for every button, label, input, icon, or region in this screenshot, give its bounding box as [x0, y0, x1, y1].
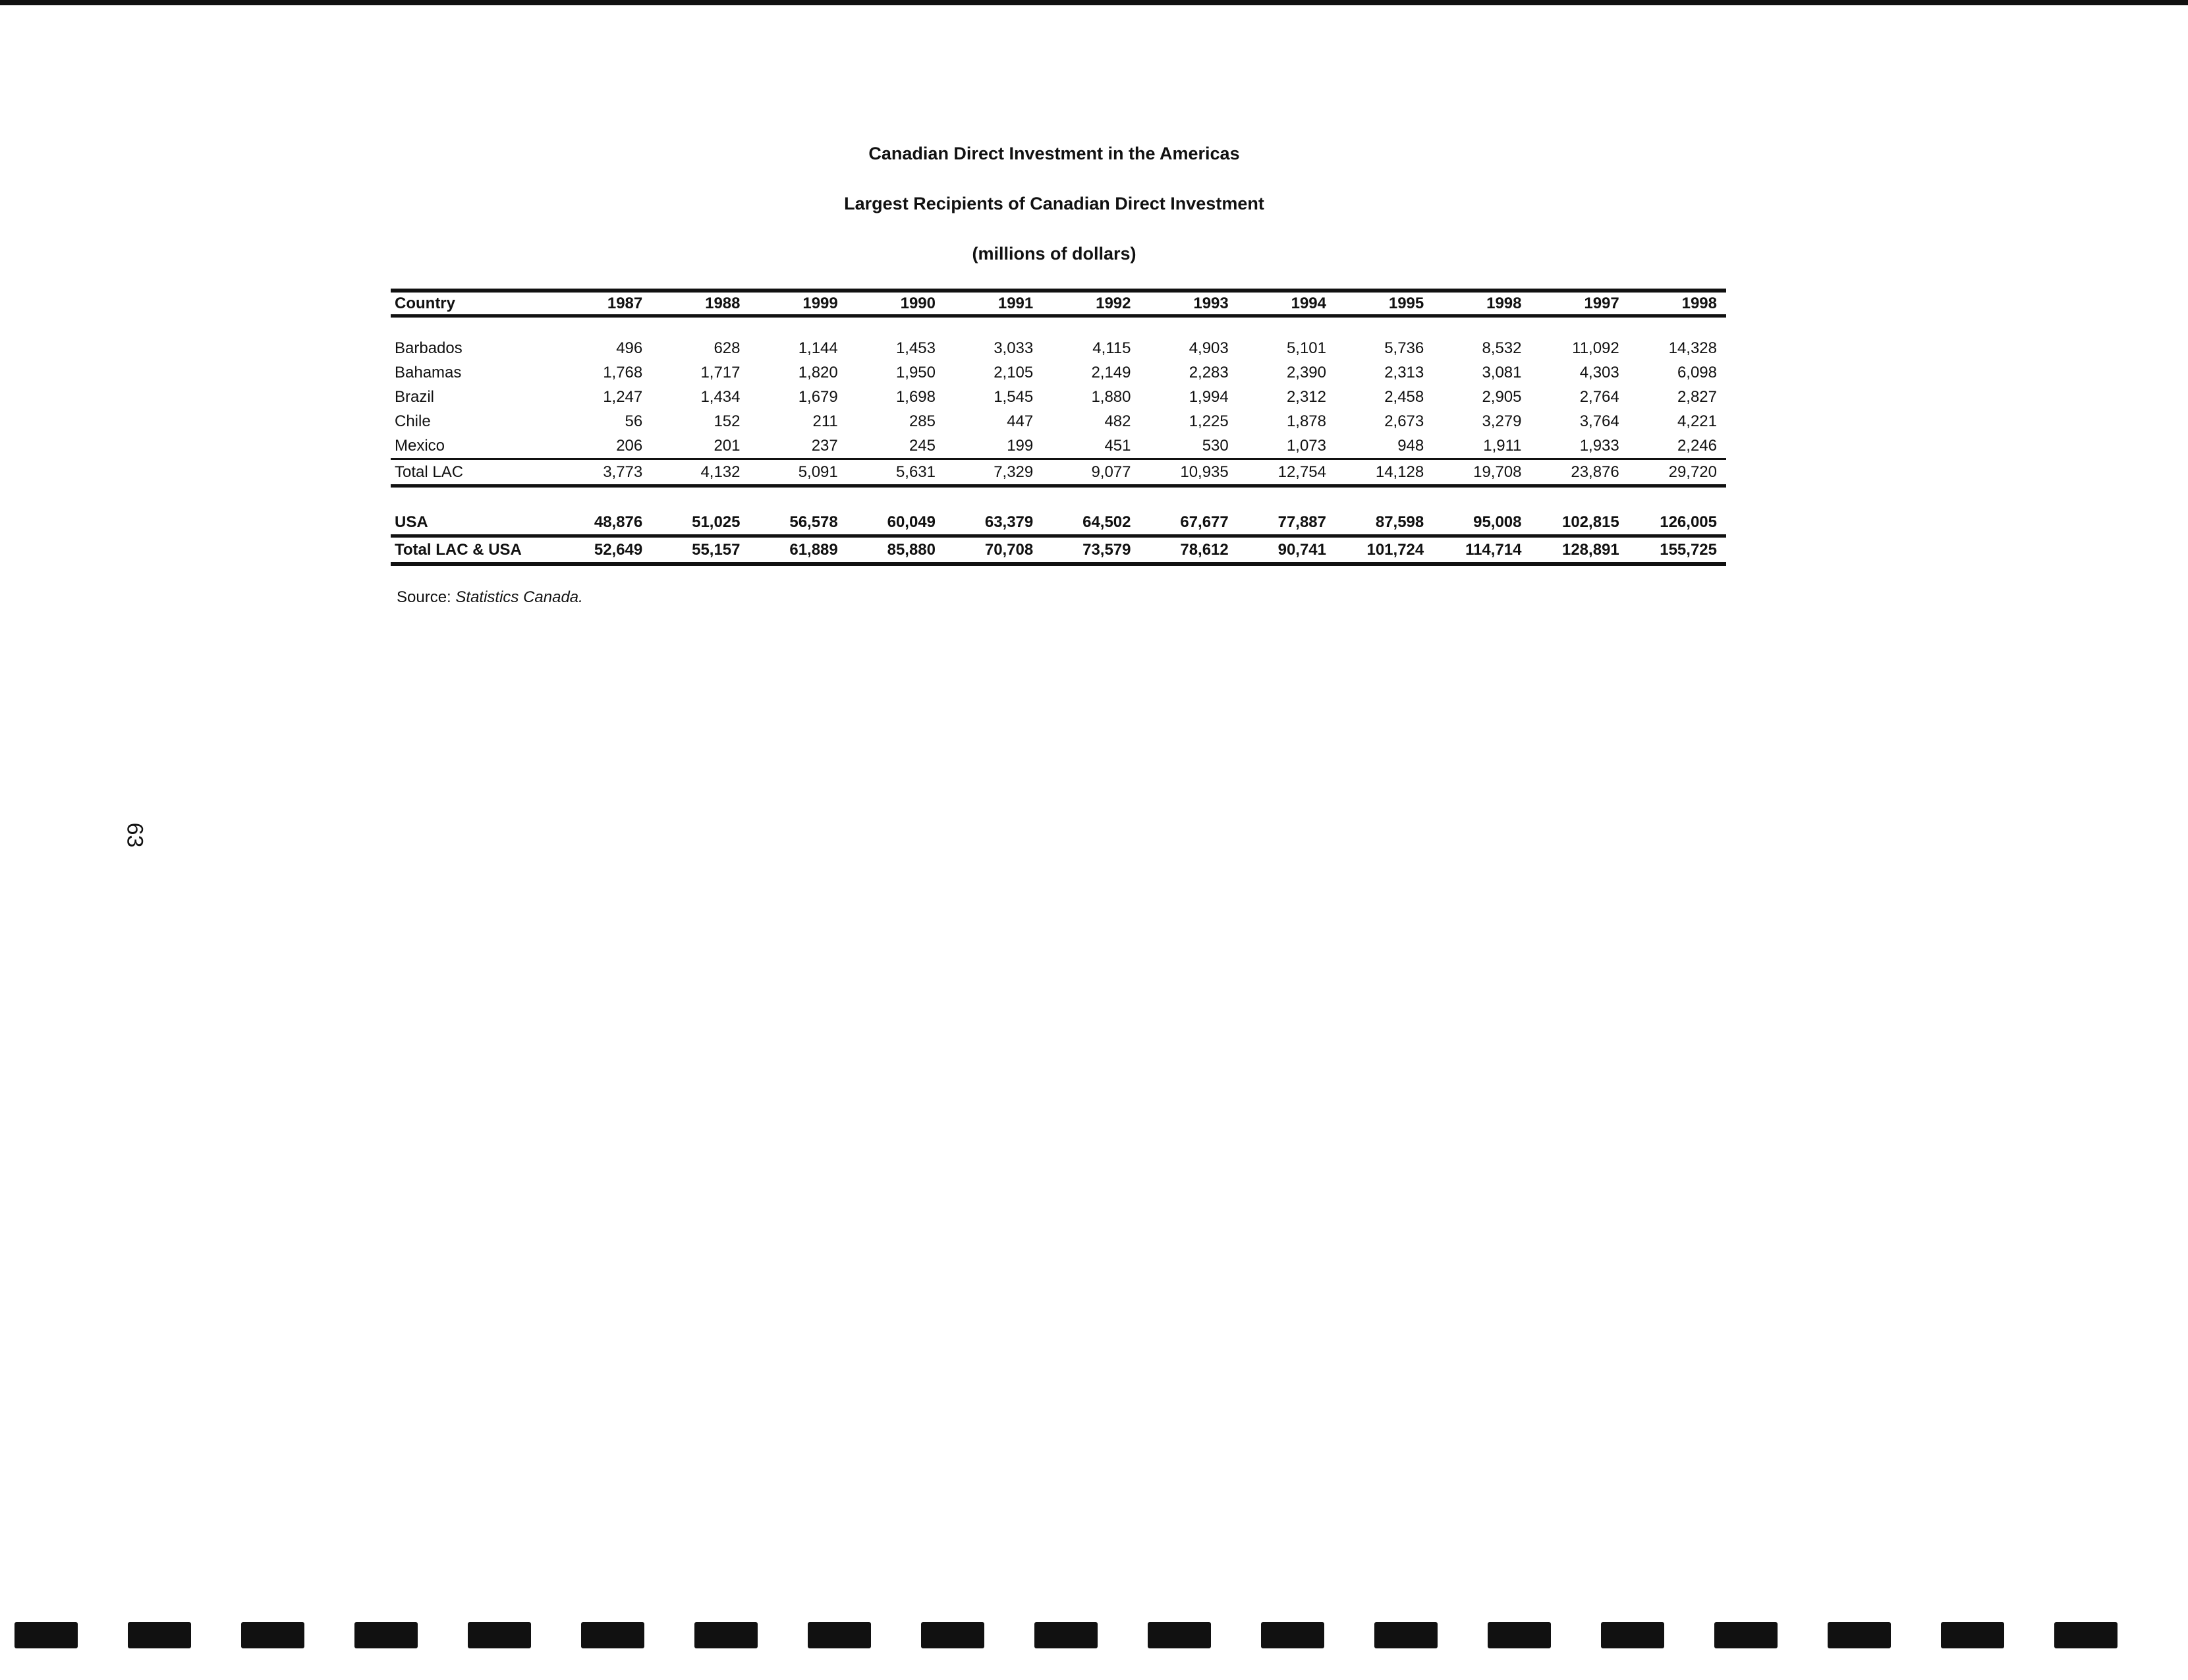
value-cell: 19,708 [1433, 459, 1530, 486]
column-header-year: 1999 [750, 291, 847, 316]
scan-mark [1034, 1622, 1098, 1648]
document-subtitle: Largest Recipients of Canadian Direct Investment [844, 194, 1264, 213]
column-header-country: Country [391, 291, 554, 316]
value-cell: 5,736 [1384, 339, 1424, 357]
column-header-year: 1988 [652, 291, 749, 316]
value-cell: 29,720 [1629, 459, 1726, 486]
table-spacer-row [391, 486, 1726, 511]
table-spacer-row [391, 316, 1726, 337]
value-cell: 1,073 [1286, 436, 1326, 455]
value-cell: 101,724 [1335, 536, 1433, 565]
value-cell: 126,005 [1660, 513, 1717, 531]
scan-mark [241, 1622, 304, 1648]
value-cell: 3,279 [1482, 412, 1522, 430]
scan-mark [1374, 1622, 1438, 1648]
value-cell: 3,081 [1482, 363, 1522, 381]
value-cell: 11,092 [1572, 339, 1619, 357]
table-row [391, 336, 1726, 360]
value-cell: 51,025 [692, 513, 741, 531]
table-row [391, 409, 1726, 434]
value-cell: 9,077 [1042, 459, 1140, 486]
table-header-row [391, 291, 1726, 316]
value-cell: 102,815 [1561, 513, 1619, 531]
value-cell: 245 [909, 436, 936, 455]
value-cell: 496 [616, 339, 643, 357]
column-header-year: 1997 [1531, 291, 1629, 316]
scan-mark [1488, 1622, 1551, 1648]
value-cell: 530 [1202, 436, 1229, 455]
value-cell: 948 [1397, 436, 1424, 455]
value-cell: 1,717 [700, 363, 741, 381]
value-cell: 1,698 [895, 387, 936, 406]
country-cell: USA [395, 513, 428, 531]
scan-mark [581, 1622, 644, 1648]
table-body [391, 316, 1726, 565]
value-cell: 3,033 [994, 339, 1034, 357]
value-cell: 1,434 [700, 387, 741, 406]
value-cell: 2,673 [1384, 412, 1424, 430]
document-title: Canadian Direct Investment in the Americas [868, 144, 1240, 163]
source-note [397, 588, 583, 607]
country-cell: Total LAC [391, 459, 554, 486]
country-cell: Barbados [395, 339, 463, 357]
value-cell: 23,876 [1531, 459, 1629, 486]
column-header-year: 1995 [1335, 291, 1433, 316]
value-cell: 1,679 [798, 387, 838, 406]
source-value: Statistics Canada. [455, 588, 583, 606]
value-cell: 56,578 [789, 513, 838, 531]
document-units: (millions of dollars) [972, 244, 1136, 264]
value-cell: 3,773 [554, 459, 652, 486]
value-cell: 199 [1007, 436, 1034, 455]
value-cell: 14,328 [1668, 339, 1717, 357]
value-cell: 155,725 [1629, 536, 1726, 565]
country-cell: Total LAC & USA [391, 536, 554, 565]
country-cell: Mexico [395, 436, 445, 455]
value-cell: 14,128 [1335, 459, 1433, 486]
value-cell: 1,911 [1483, 436, 1522, 455]
value-cell: 2,283 [1189, 363, 1229, 381]
value-cell: 1,545 [994, 387, 1034, 406]
value-cell: 285 [909, 412, 936, 430]
value-cell: 482 [1104, 412, 1131, 430]
investment-table [391, 289, 1726, 566]
value-cell: 1,950 [895, 363, 936, 381]
value-cell: 6,098 [1677, 363, 1717, 381]
scan-mark [1601, 1622, 1664, 1648]
column-header-year: 1992 [1042, 291, 1140, 316]
scan-registration-marks [0, 1622, 2188, 1651]
value-cell: 5,091 [750, 459, 847, 486]
column-header-year: 1998 [1629, 291, 1726, 316]
scan-mark [808, 1622, 871, 1648]
value-cell: 206 [616, 436, 643, 455]
value-cell: 237 [811, 436, 838, 455]
value-cell: 201 [714, 436, 741, 455]
scan-mark [1148, 1622, 1211, 1648]
country-cell: Bahamas [395, 363, 462, 381]
value-cell: 451 [1104, 436, 1131, 455]
value-cell: 77,887 [1277, 513, 1326, 531]
value-cell: 8,532 [1482, 339, 1522, 357]
scan-mark [1941, 1622, 2004, 1648]
value-cell: 447 [1007, 412, 1034, 430]
value-cell: 7,329 [945, 459, 1042, 486]
value-cell: 70,708 [945, 536, 1042, 565]
value-cell: 87,598 [1375, 513, 1424, 531]
table-row [391, 360, 1726, 385]
value-cell: 64,502 [1082, 513, 1131, 531]
value-cell: 4,303 [1579, 363, 1619, 381]
value-cell: 114,714 [1433, 536, 1530, 565]
value-cell: 10,935 [1140, 459, 1238, 486]
value-cell: 1,933 [1579, 436, 1619, 455]
value-cell: 1,453 [895, 339, 936, 357]
value-cell: 1,880 [1091, 387, 1131, 406]
scan-mark [1261, 1622, 1324, 1648]
value-cell: 48,876 [594, 513, 643, 531]
scan-mark [2054, 1622, 2118, 1648]
usa-row [391, 510, 1726, 536]
value-cell: 52,649 [554, 536, 652, 565]
value-cell: 2,312 [1286, 387, 1326, 406]
value-cell: 2,313 [1384, 363, 1424, 381]
page-number: 63 [122, 822, 148, 848]
value-cell: 1,878 [1286, 412, 1326, 430]
value-cell: 63,379 [984, 513, 1034, 531]
value-cell: 3,764 [1579, 412, 1619, 430]
scan-mark [128, 1622, 191, 1648]
value-cell: 152 [714, 412, 741, 430]
scan-mark [1828, 1622, 1891, 1648]
page-top-edge [0, 0, 2188, 5]
value-cell: 5,101 [1286, 339, 1326, 357]
value-cell: 5,631 [847, 459, 945, 486]
value-cell: 2,764 [1579, 387, 1619, 406]
value-cell: 90,741 [1238, 536, 1335, 565]
value-cell: 85,880 [847, 536, 945, 565]
value-cell: 60,049 [887, 513, 936, 531]
source-label: Source: [397, 588, 456, 606]
value-cell: 78,612 [1140, 536, 1238, 565]
value-cell: 67,677 [1180, 513, 1229, 531]
value-cell: 1,994 [1189, 387, 1229, 406]
scan-mark [694, 1622, 758, 1648]
value-cell: 211 [812, 412, 838, 430]
value-cell: 2,458 [1384, 387, 1424, 406]
value-cell: 1,144 [798, 339, 838, 357]
column-header-year: 1998 [1433, 291, 1530, 316]
value-cell: 2,905 [1482, 387, 1522, 406]
value-cell: 61,889 [750, 536, 847, 565]
value-cell: 128,891 [1531, 536, 1629, 565]
investment-table-container [391, 289, 1726, 566]
value-cell: 628 [714, 339, 741, 357]
value-cell: 55,157 [652, 536, 749, 565]
value-cell: 1,820 [798, 363, 838, 381]
value-cell: 56 [625, 412, 643, 430]
value-cell: 4,132 [652, 459, 749, 486]
value-cell: 73,579 [1042, 536, 1140, 565]
column-header-year: 1987 [554, 291, 652, 316]
value-cell: 12,754 [1238, 459, 1335, 486]
scan-mark [921, 1622, 984, 1648]
value-cell: 2,149 [1091, 363, 1131, 381]
country-cell: Chile [395, 412, 431, 430]
value-cell: 2,827 [1677, 387, 1717, 406]
total-lac-usa-row [391, 536, 1726, 565]
scan-mark [468, 1622, 531, 1648]
column-header-year: 1990 [847, 291, 945, 316]
value-cell: 1,768 [603, 363, 643, 381]
column-header-year: 1993 [1140, 291, 1238, 316]
scan-mark [1714, 1622, 1778, 1648]
value-cell: 1,225 [1189, 412, 1229, 430]
value-cell: 4,115 [1092, 339, 1131, 357]
value-cell: 2,246 [1677, 436, 1717, 455]
value-cell: 2,105 [994, 363, 1034, 381]
column-header-year: 1991 [945, 291, 1042, 316]
country-cell: Brazil [395, 387, 435, 406]
scan-mark [354, 1622, 418, 1648]
scan-mark [14, 1622, 78, 1648]
total-lac-row [391, 459, 1726, 486]
table-row [391, 385, 1726, 409]
value-cell: 95,008 [1473, 513, 1522, 531]
column-header-year: 1994 [1238, 291, 1335, 316]
value-cell: 4,221 [1677, 412, 1717, 430]
value-cell: 2,390 [1286, 363, 1326, 381]
value-cell: 4,903 [1189, 339, 1229, 357]
value-cell: 1,247 [603, 387, 643, 406]
table-row [391, 434, 1726, 459]
